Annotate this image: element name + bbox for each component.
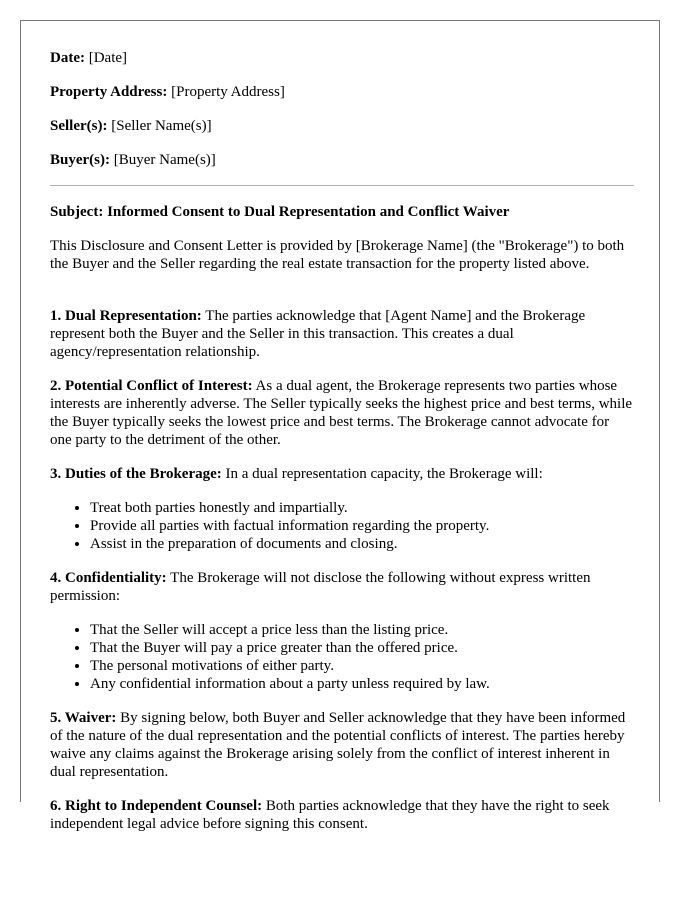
seller-value: [Seller Name(s)] — [111, 118, 212, 134]
divider — [50, 185, 634, 186]
section-text: The Brokerage will not disclose the following without express written permission: — [50, 570, 591, 604]
section-heading: 1. Dual Representation: — [50, 308, 202, 324]
section-duties — [50, 465, 634, 483]
address-label: Property Address: — [50, 84, 168, 100]
confidentiality-list — [50, 621, 634, 693]
intro-paragraph: This Disclosure and Consent Letter is provided by [Brokerage Name] (the "Brokerage") to both the Buyer and the Seller regarding the real estate transaction for the property listed above. — [50, 238, 625, 272]
section-heading: 5. Waiver: — [50, 710, 117, 726]
address-line — [50, 83, 285, 101]
list-item: • That the Buyer will pay a price greater than the offered price. — [90, 639, 634, 657]
seller-label: Seller(s): — [50, 118, 108, 134]
buyer-label: Buyer(s): — [50, 152, 110, 168]
letter-page — [20, 20, 660, 832]
section-heading: 6. Right to Independent Counsel: — [50, 798, 263, 814]
section-text: As a dual agent, the Brokerage represents two parties whose interests are inherently adverse. The Seller typically seeks the highest price and best terms, while the Buyer typically seeks the lowest price and best terms. The Brokerage cannot advocate for one party to the detriment of the other. — [50, 378, 633, 448]
subject-line — [50, 203, 634, 221]
section-text: By signing below, both Buyer and Seller acknowledge that they have been informed of the nature of the dual representation and the potential conflicts of interest. The parties hereby waive any claims against the Brokerage arising solely from the conflict of interest inherent in dual representation. — [50, 710, 626, 780]
subject-text: Subject: Informed Consent to Dual Representation and Conflict Waiver — [50, 204, 510, 220]
list-item: • That the Seller will accept a price less than the listing price. — [90, 621, 634, 639]
address-value: [Property Address] — [171, 84, 285, 100]
buyer-line — [50, 151, 216, 169]
section-heading: 4. Confidentiality: — [50, 570, 167, 586]
date-label: Date: — [50, 50, 85, 66]
section-text: In a dual representation capacity, the Brokerage will: — [225, 466, 543, 482]
list-item: • Provide all parties with factual information regarding the property. — [90, 517, 634, 535]
section-conflict-of-interest — [50, 377, 634, 449]
section-heading: 3. Duties of the Brokerage: — [50, 466, 222, 482]
seller-line — [50, 117, 212, 135]
section-waiver — [50, 709, 634, 781]
list-item: • Any confidential information about a party unless required by law. — [90, 675, 634, 693]
section-text: The parties acknowledge that [Agent Name] and the Brokerage represent both the Buyer and the Seller in this transaction. This creates a dual agency/representation relationship. — [50, 308, 586, 360]
section-text: Both parties acknowledge that they have the right to seek independent legal advice before signing this consent. — [50, 798, 610, 832]
list-item: • Assist in the preparation of documents and closing. — [90, 535, 634, 553]
buyer-value: [Buyer Name(s)] — [113, 152, 216, 168]
list-item: • Treat both parties honestly and impartially. — [90, 499, 634, 517]
section-independent-counsel — [50, 797, 634, 833]
duties-list — [50, 499, 634, 553]
date-line — [50, 49, 127, 67]
section-confidentiality — [50, 569, 634, 605]
section-heading: 2. Potential Conflict of Interest: — [50, 378, 253, 394]
section-dual-representation — [50, 307, 634, 361]
list-item: • The personal motivations of either party. — [90, 657, 634, 675]
date-value: [Date] — [88, 50, 128, 66]
